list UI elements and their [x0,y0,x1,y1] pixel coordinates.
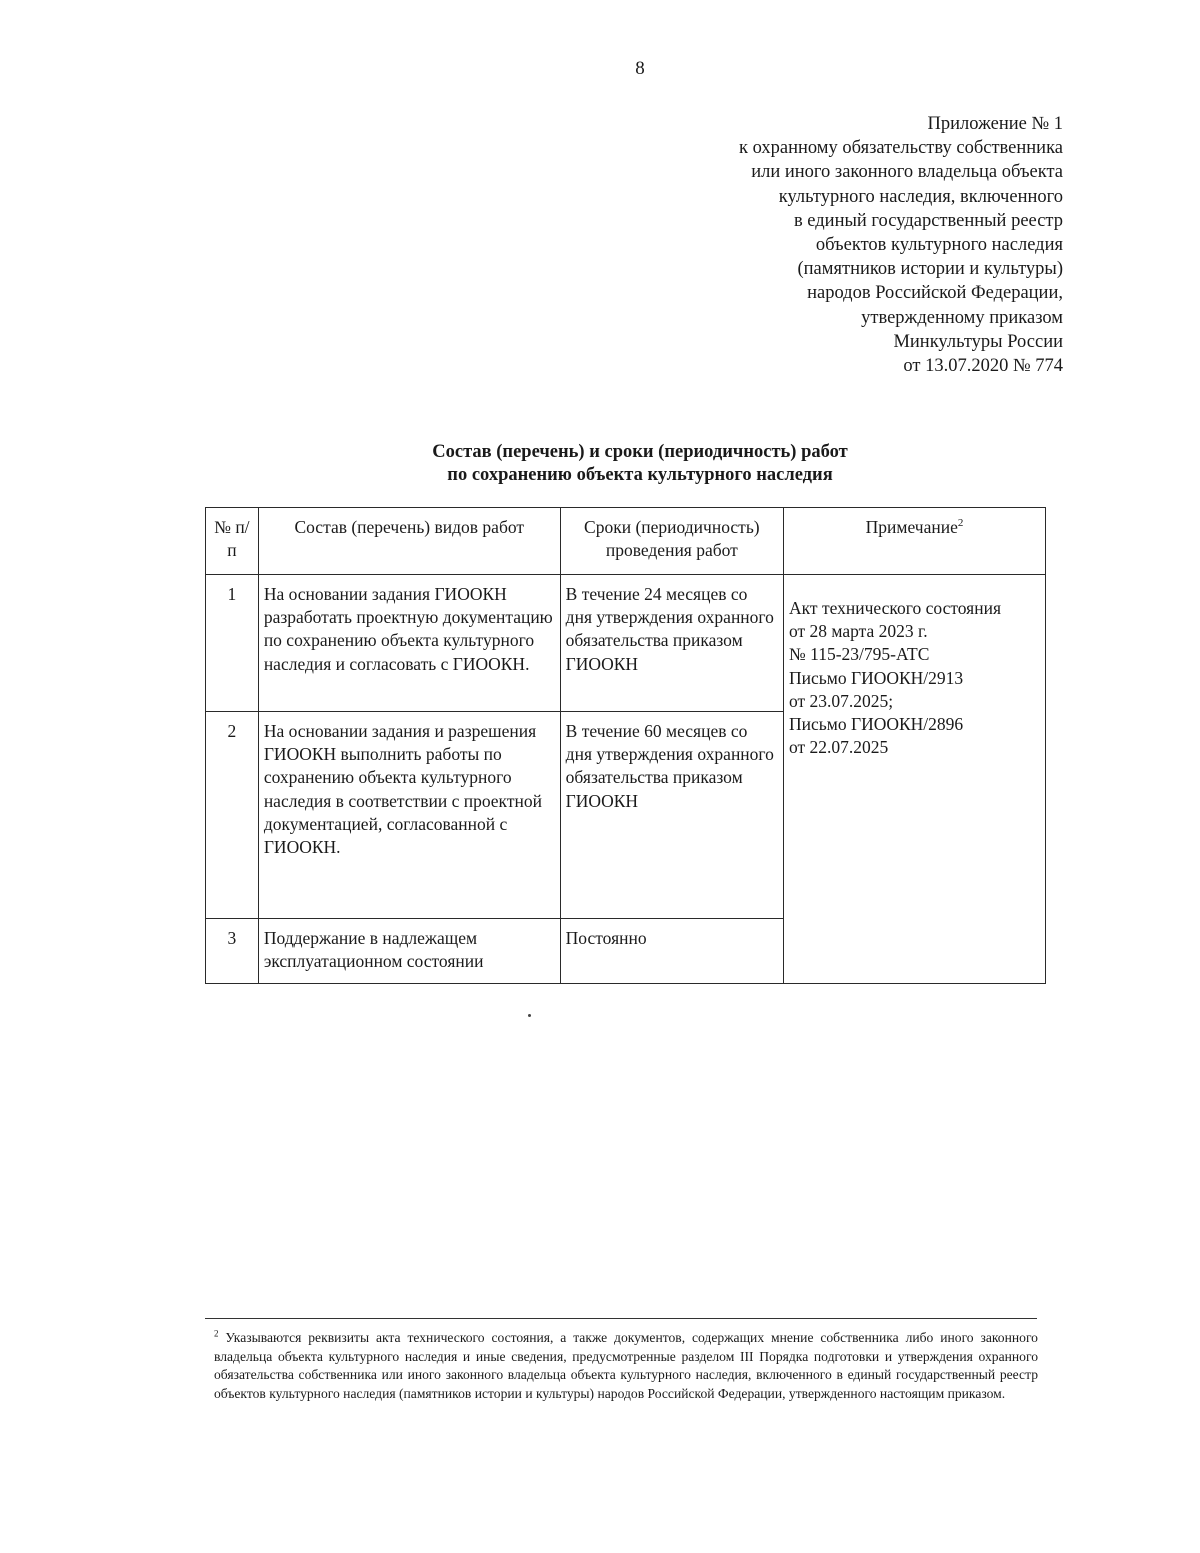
footnote-ref: 2 [957,517,964,530]
note-line: № 115-23/795-АТС [789,644,930,665]
row-num: 1 [206,575,259,712]
appendix-line: культурного наследия, включенного [778,186,1063,207]
document-title [0,441,1200,487]
header-num: № п/п [206,508,259,575]
footnote-text: Указываются реквизиты акта технического состояния, а также документов, содержащих мнение собственника либо иного законного владельца объекта культурного наследия и иные сведения, предусмотренные разделом III Порядка подготовки и утверждения охранного обязательства собственника или иного законного владельца объекта культурного наследия, включенного в единый государственный реестр объектов культурного наследия (памятников истории и культуры) народов Российской Федерации, утвержденного настоящим приказом. [214,1330,1038,1401]
footnote-divider [205,1318,1037,1319]
appendix-line: (памятников истории и культуры) [797,259,1063,280]
header-note [784,508,1046,575]
row-works: На основании задания ГИООКН разработать проектную документацию по сохранению объекта культурного наследия и согласовать с ГИООКН. [258,575,560,712]
row-terms: В течение 24 месяцев со дня утверждения охранного обязательства приказом ГИООКН [560,575,783,712]
appendix-header [739,112,1063,378]
works-table [205,507,1046,984]
table-header-row [206,508,1046,575]
appendix-line: Приложение № 1 [927,114,1063,134]
appendix-line: утвержденному приказом [861,307,1063,328]
note-line: Письмо ГИООКН/2896 [789,714,964,735]
note-cell [784,575,1046,984]
note-line: от 22.07.2025 [789,737,889,758]
note-line: от 23.07.2025; [789,690,894,711]
footnote [214,1329,1038,1403]
row-works: Поддержание в надлежащем эксплуатационном состоянии [258,919,560,984]
appendix-line: объектов культурного наследия [815,235,1063,256]
note-line: Акт технического состояния [789,598,1001,618]
row-terms: В течение 60 месяцев со дня утверждения охранного обязательства приказом ГИООКН [560,712,783,919]
appendix-line: от 13.07.2020 № 774 [903,356,1063,377]
row-terms: Постоянно [560,919,783,984]
footnote-marker: 2 [214,1328,219,1339]
page-number: 8 [635,58,645,79]
appendix-line: к охранному обязательству собственника [738,138,1063,159]
title-line-1: Состав (перечень) и сроки (периодичность) работ [432,442,848,462]
appendix-line: Минкультуры России [893,331,1063,352]
note-line: Письмо ГИООКН/2913 [789,667,964,688]
table-row [206,575,1046,712]
appendix-line: или иного законного владельца объекта [751,162,1063,183]
note-line: от 28 марта 2023 г. [789,621,928,642]
row-works: На основании задания и разрешения ГИООКН выполнить работы по сохранению объекта культурного наследия в соответствии с проектной документацией, согласованной с ГИООКН. [258,712,560,919]
header-works: Состав (перечень) видов работ [258,508,560,575]
header-note-label: Примечание [865,517,958,537]
appendix-line: народов Российской Федерации, [807,283,1063,304]
appendix-line: в единый государственный реестр [793,210,1063,231]
scan-speck [528,1014,531,1017]
row-num: 3 [206,919,259,984]
title-line-2: по сохранению объекта культурного наследия [447,465,833,485]
row-num: 2 [206,712,259,919]
header-terms: Сроки (периодичность) проведения работ [560,508,783,575]
